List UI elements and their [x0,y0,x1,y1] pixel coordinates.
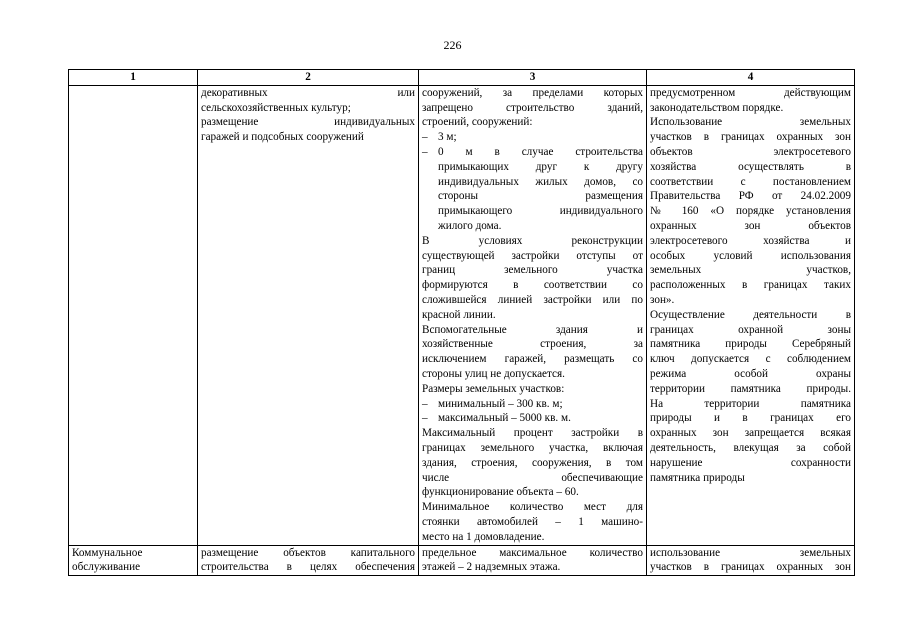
text-line: числе обеспечивающие [422,471,643,484]
dash-item-text: максимальный – 5000 кв. м. [438,412,571,425]
row1-col1-cell [69,85,198,545]
page-number: 226 [443,38,462,52]
text-line: Осуществление деятельности в [650,308,851,321]
row2-col3-cell [419,545,647,576]
text-line: декоративных или [201,86,415,99]
text-line: обслуживание [72,561,141,574]
column-header-1: 1 [69,70,198,86]
text-line: Вспомогательные здания и [422,323,643,336]
text-line: охранных зон объектов [650,219,851,232]
row1-col3-setback-list [422,130,643,234]
text-line: особых условий использования [650,249,851,262]
text-line: объектов электросетевого [650,145,851,158]
text-line: гаражей и подсобных сооружений [201,131,364,144]
text-line: исключением гаражей, размещать со [422,353,643,366]
row2-col2-text [201,546,415,576]
row2-col4-cell [647,545,855,576]
text-line: земельных участков, [650,264,851,277]
text-line: памятника природы Серебряный [650,338,851,351]
column-header-2: 2 [198,70,419,86]
row1-col3-cell [419,85,647,545]
text-line: примыкающего индивидуального [438,205,643,218]
text-line: Правительства РФ от 24.02.2009 [650,190,851,203]
text-line: здания, строения, сооружения, в том [422,456,643,469]
row1-col3-middle [422,234,643,397]
text-line: В условиях реконструкции [422,234,643,247]
text-line: деятельность, влекущая за собой [650,441,851,454]
dash-marker: – [422,145,428,158]
text-line: охранных зон запрещается всякая [650,427,851,440]
dash-marker: – [422,131,428,144]
table-header-row [69,70,855,86]
text-line: 3 м; [438,131,457,144]
dash-marker: – [422,412,428,425]
text-line: нарушение сохранности [650,456,851,469]
text-line: стоянки автомобилей – 1 машино- [422,515,643,528]
row1-col2-text [201,86,415,145]
row2-col3-text [422,546,643,576]
text-line: место на 1 домовладение. [422,530,545,543]
text-line: использование земельных [650,546,851,559]
row1-col4-text [650,86,851,486]
text-line: функционирование объекта – 60. [422,486,579,499]
dash-list-item [422,397,643,412]
row2-col2-cell [198,545,419,576]
text-line: природы и в границах его [650,412,851,425]
text-line: расположенных в границах таких [650,279,851,292]
dash-marker: – [422,397,428,410]
text-line: 0 м в случае строительства [438,145,643,158]
text-line: законодательством порядке. [650,101,784,114]
column-header-4: 4 [647,70,855,86]
text-line: запрещено строительство зданий, [422,101,643,114]
text-line: № 160 «О порядке установления [650,205,851,218]
dash-list-item [422,130,643,145]
table-row [69,545,855,576]
text-line: формируются в соответствии со [422,279,643,292]
text-line: предельное максимальное количество [422,546,643,559]
text-line: участков в границах охранных зон [650,561,851,574]
row1-col3-end [422,426,643,544]
text-line: сооружений, за пределами которых [422,86,643,99]
text-line: предусмотренном действующим [650,86,851,99]
text-line: хозяйственные строения, за [422,338,643,351]
row1-col2-cell [198,85,419,545]
text-line: Размеры земельных участков: [422,382,565,395]
row2-col1-text [72,546,194,576]
text-line: границах земельного участка, включая [422,441,643,454]
row1-col3-size-list [422,397,643,427]
dash-item-text [438,145,643,234]
text-line: строений, сооружений: [422,116,533,129]
dash-list-item [422,145,643,234]
text-line: Использование земельных [650,116,851,129]
text-line: хозяйства осуществлять в [650,160,851,173]
text-line: красной линии. [422,308,496,321]
text-line: примыкающих друг к другу [438,160,643,173]
text-line: существующей застройки отступы от [422,249,643,262]
text-line: размещение объектов капитального [201,546,415,559]
text-line: сельскохозяйственных культур; [201,101,351,114]
table-row [69,85,855,545]
text-line: На территории памятника [650,397,851,410]
text-line: Коммунальное [72,546,143,559]
text-line: стороны размещения [438,190,643,203]
dash-list-item [422,411,643,426]
dash-item-text: минимальный – 300 кв. м; [438,397,563,410]
text-line: жилого дома. [438,219,502,232]
text-line: участков в границах охранных зон [650,131,851,144]
text-line: памятника природы [650,471,745,484]
text-line: соответствии с постановлением [650,175,851,188]
text-line: режима особой охраны [650,367,851,380]
text-line: индивидуальных жилых домов, со [438,175,643,188]
text-line: строительства в целях обеспечения [201,561,415,574]
text-line: территории памятника природы. [650,382,851,395]
text-line: электросетевого хозяйства и [650,234,851,247]
row2-col4-text [650,546,851,576]
text-line: границ земельного участка [422,264,643,277]
text-line: ключ допускается с соблюдением [650,353,851,366]
row2-col1-cell [69,545,198,576]
text-line: этажей – 2 надземных этажа. [422,561,561,574]
dash-item-text [438,130,643,145]
text-line: стороны улиц не допускается. [422,367,565,380]
text-line: Максимальный процент застройки в [422,427,643,440]
row1-col3-intro [422,86,643,130]
text-line: зон». [650,293,675,306]
text-line: границах охранной зоны [650,323,851,336]
regulations-table [68,69,855,576]
text-line: Минимальное количество мест для [422,501,643,514]
column-header-3: 3 [419,70,647,86]
text-line: размещение индивидуальных [201,116,415,129]
text-line: сложившейся линией застройки или по [422,293,643,306]
row1-col4-cell [647,85,855,545]
